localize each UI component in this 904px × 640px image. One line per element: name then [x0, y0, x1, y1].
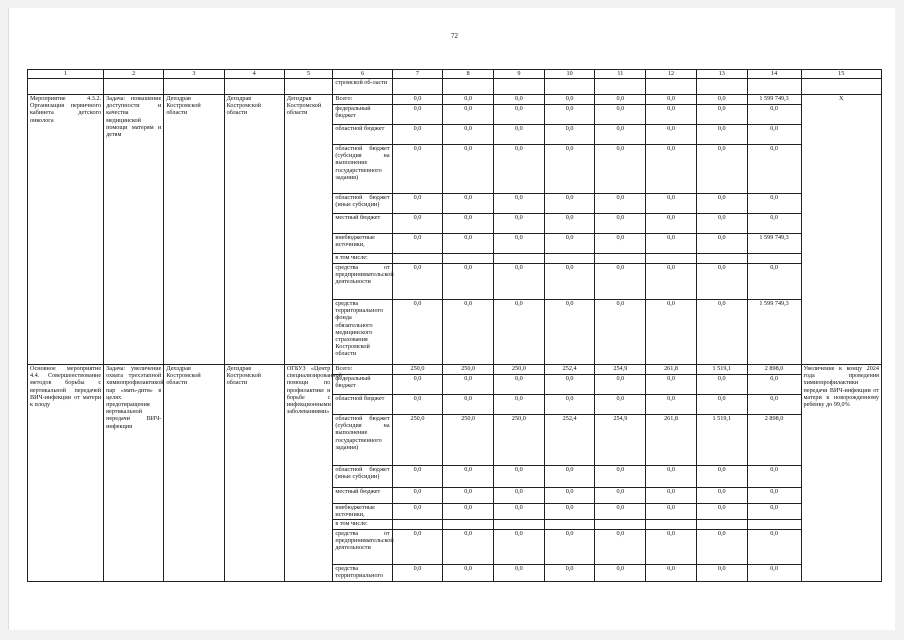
value-cell — [595, 254, 646, 264]
value-cell: 0,0 — [696, 95, 747, 105]
value-cell: 0,0 — [595, 395, 646, 415]
value-cell: 0,0 — [646, 530, 697, 565]
column-header-2: 2 — [104, 70, 164, 79]
value-cell: 0,0 — [696, 214, 747, 234]
column-number-row — [28, 70, 882, 79]
blockA-c3: Депздрав Костромской области — [164, 95, 224, 365]
value-cell: 0,0 — [443, 105, 494, 125]
column-header-5: 5 — [284, 70, 333, 79]
value-cell — [392, 520, 443, 530]
value-cell — [595, 520, 646, 530]
value-cell: 0,0 — [544, 375, 595, 395]
value-cell: 0,0 — [443, 145, 494, 194]
value-cell: 0,0 — [595, 145, 646, 194]
source-label: Всего: — [333, 95, 392, 105]
value-cell: 254,9 — [595, 365, 646, 375]
value-cell: 0,0 — [696, 145, 747, 194]
value-cell: 0,0 — [494, 234, 545, 254]
value-cell: 0,0 — [646, 395, 697, 415]
source-label: в том числе: — [333, 520, 392, 530]
value-cell: 0,0 — [544, 264, 595, 300]
value-cell: 0,0 — [392, 194, 443, 214]
value-cell: 0,0 — [494, 466, 545, 488]
value-cell: 0,0 — [392, 375, 443, 395]
value-cell: 0,0 — [646, 145, 697, 194]
value-cell: 250,0 — [494, 365, 545, 375]
value-cell: 0,0 — [494, 105, 545, 125]
value-cell: 0,0 — [392, 530, 443, 565]
source-label: областной бюджет (иные субсидии) — [333, 466, 392, 488]
source-label: областной бюджет (субсидия на выполнение государственного задания) — [333, 415, 392, 466]
value-cell: 0,0 — [646, 105, 697, 125]
value-cell: 0,0 — [696, 234, 747, 254]
value-cell: 0,0 — [443, 530, 494, 565]
value-cell: 0,0 — [392, 488, 443, 504]
value-cell: 0,0 — [392, 300, 443, 365]
value-cell: 0,0 — [747, 565, 801, 582]
value-cell: 0,0 — [646, 565, 697, 582]
value-cell: 0,0 — [747, 488, 801, 504]
value-cell: 250,0 — [443, 415, 494, 466]
value-cell: 0,0 — [696, 466, 747, 488]
value-cell: 0,0 — [392, 565, 443, 582]
value-cell: 0,0 — [494, 530, 545, 565]
source-label: средства территориального фонда обязательного медицинского страхования Костромской области — [333, 300, 392, 365]
value-cell — [443, 254, 494, 264]
value-cell: 1 599 749,3 — [747, 234, 801, 254]
value-cell: 0,0 — [443, 300, 494, 365]
value-cell: 0,0 — [747, 504, 801, 520]
value-cell: 0,0 — [494, 264, 545, 300]
value-cell: 0,0 — [646, 264, 697, 300]
value-cell: 0,0 — [747, 264, 801, 300]
value-cell: 0,0 — [747, 145, 801, 194]
value-cell: 0,0 — [443, 264, 494, 300]
source-label: федеральный бюджет — [333, 375, 392, 395]
blockA-c15: Х — [801, 95, 881, 365]
value-cell — [443, 520, 494, 530]
value-cell: 0,0 — [544, 300, 595, 365]
value-cell: 0,0 — [392, 264, 443, 300]
value-cell: 0,0 — [747, 214, 801, 234]
column-header-12: 12 — [646, 70, 697, 79]
value-cell — [696, 520, 747, 530]
blockB-c2: Задача: увеличение охвата трехэтапной химиопрофилактикой пар «мать-дитя» в целях предотвращения вертикальной передачи ВИЧ-инфекции — [104, 365, 164, 582]
value-cell: 0,0 — [696, 565, 747, 582]
source-label: областной бюджет — [333, 395, 392, 415]
blockB-c1: Основное мероприятие 4.4. Совершенствование методов борьбы с вертикальной передачей ВИЧ-инфекции от матери к плоду — [28, 365, 104, 582]
blockA-c2: Задача: повышение доступности и качества медицинской помощи матерям и детям — [104, 95, 164, 365]
column-header-8: 8 — [443, 70, 494, 79]
value-cell: 0,0 — [544, 125, 595, 145]
value-cell: 0,0 — [443, 214, 494, 234]
value-cell: 0,0 — [595, 194, 646, 214]
value-cell: 250,0 — [392, 415, 443, 466]
value-cell: 0,0 — [392, 145, 443, 194]
value-cell: 0,0 — [646, 95, 697, 105]
value-cell — [696, 254, 747, 264]
value-cell: 0,0 — [392, 125, 443, 145]
column-header-10: 10 — [544, 70, 595, 79]
value-cell: 0,0 — [646, 125, 697, 145]
column-header-13: 13 — [696, 70, 747, 79]
value-cell: 0,0 — [595, 125, 646, 145]
value-cell: 0,0 — [595, 565, 646, 582]
value-cell: 0,0 — [747, 105, 801, 125]
value-cell: 0,0 — [646, 504, 697, 520]
value-cell — [544, 520, 595, 530]
value-cell: 0,0 — [595, 234, 646, 254]
value-cell: 0,0 — [595, 488, 646, 504]
source-label: Всего: — [333, 365, 392, 375]
blockA-c1: Мероприятие 4.3.2. Организация первичного кабинета детского онколога — [28, 95, 104, 365]
value-cell: 261,8 — [646, 365, 697, 375]
value-cell: 1 599 749,3 — [747, 300, 801, 365]
value-cell: 0,0 — [646, 488, 697, 504]
value-cell: 0,0 — [595, 214, 646, 234]
value-cell: 0,0 — [443, 375, 494, 395]
value-cell: 0,0 — [747, 466, 801, 488]
value-cell — [494, 254, 545, 264]
value-cell: 0,0 — [747, 125, 801, 145]
value-cell: 0,0 — [392, 466, 443, 488]
blockB-c4: Депздрав Костромской области — [224, 365, 284, 582]
budget-row — [28, 365, 882, 375]
value-cell: 261,8 — [646, 415, 697, 466]
value-cell: 0,0 — [443, 234, 494, 254]
value-cell — [747, 520, 801, 530]
value-cell: 0,0 — [544, 105, 595, 125]
value-cell: 0,0 — [595, 375, 646, 395]
value-cell: 0,0 — [392, 395, 443, 415]
value-cell: 0,0 — [494, 565, 545, 582]
value-cell: 0,0 — [646, 234, 697, 254]
value-cell: 2 898,0 — [747, 415, 801, 466]
document-page — [8, 8, 895, 630]
value-cell: 0,0 — [494, 194, 545, 214]
value-cell: 0,0 — [494, 300, 545, 365]
value-cell: 0,0 — [494, 95, 545, 105]
value-cell — [494, 520, 545, 530]
value-cell: 0,0 — [696, 375, 747, 395]
value-cell: 0,0 — [646, 300, 697, 365]
value-cell: 0,0 — [646, 466, 697, 488]
value-cell: 0,0 — [443, 395, 494, 415]
value-cell: 0,0 — [696, 194, 747, 214]
source-label: областной бюджет — [333, 125, 392, 145]
value-cell: 0,0 — [544, 194, 595, 214]
value-cell: 0,0 — [544, 530, 595, 565]
value-cell: 0,0 — [443, 488, 494, 504]
value-cell: 0,0 — [392, 504, 443, 520]
value-cell: 0,0 — [747, 395, 801, 415]
value-cell — [392, 254, 443, 264]
value-cell — [544, 254, 595, 264]
source-label: в том числе: — [333, 254, 392, 264]
value-cell: 250,0 — [443, 365, 494, 375]
value-cell: 0,0 — [443, 194, 494, 214]
column-header-15: 15 — [801, 70, 881, 79]
value-cell: 0,0 — [544, 234, 595, 254]
value-cell: 0,0 — [443, 504, 494, 520]
value-cell: 0,0 — [595, 105, 646, 125]
column-header-7: 7 — [392, 70, 443, 79]
value-cell — [646, 520, 697, 530]
budget-table — [27, 69, 882, 582]
value-cell: 0,0 — [696, 105, 747, 125]
value-cell: 0,0 — [443, 565, 494, 582]
value-cell: 0,0 — [646, 214, 697, 234]
value-cell: 0,0 — [494, 214, 545, 234]
blockB-c5: ОГБУЗ «Центр специализированной помощи по профилактике и борьбе с инфекционными заболеваниями» — [284, 365, 333, 582]
value-cell: 0,0 — [595, 504, 646, 520]
value-cell: 0,0 — [544, 145, 595, 194]
value-cell: 0,0 — [392, 234, 443, 254]
value-cell: 0,0 — [544, 214, 595, 234]
source-label: областной бюджет (иные субсидии) — [333, 194, 392, 214]
budget-row — [28, 95, 882, 105]
source-label: внебюджетные источники, — [333, 234, 392, 254]
value-cell: 0,0 — [696, 300, 747, 365]
value-cell: 250,0 — [494, 415, 545, 466]
value-cell: 0,0 — [544, 488, 595, 504]
value-cell: 0,0 — [392, 214, 443, 234]
value-cell: 0,0 — [544, 395, 595, 415]
source-label: местный бюджет — [333, 488, 392, 504]
source-label: областной бюджет (субсидия на выполнение государственного задания) — [333, 145, 392, 194]
value-cell: 0,0 — [544, 565, 595, 582]
value-cell: 0,0 — [595, 264, 646, 300]
column-header-3: 3 — [164, 70, 224, 79]
value-cell: 0,0 — [494, 375, 545, 395]
value-cell: 0,0 — [595, 466, 646, 488]
value-cell: 0,0 — [392, 95, 443, 105]
page-number: 72 — [451, 32, 458, 40]
value-cell: 0,0 — [443, 125, 494, 145]
source-label: федеральный бюджет — [333, 105, 392, 125]
value-cell: 0,0 — [595, 300, 646, 365]
value-cell: 1 599 749,3 — [747, 95, 801, 105]
value-cell: 0,0 — [696, 504, 747, 520]
column-header-1: 1 — [28, 70, 104, 79]
column-header-6: 6 — [333, 70, 392, 79]
value-cell: 1 519,1 — [696, 365, 747, 375]
value-cell: 0,0 — [544, 466, 595, 488]
value-cell: 0,0 — [494, 125, 545, 145]
value-cell: 0,0 — [544, 95, 595, 105]
value-cell: 0,0 — [595, 530, 646, 565]
value-cell: 0,0 — [646, 194, 697, 214]
value-cell: 252,4 — [544, 365, 595, 375]
blockA-c4: Депздрав Костромской области — [224, 95, 284, 365]
value-cell: 252,4 — [544, 415, 595, 466]
value-cell: 0,0 — [494, 504, 545, 520]
blockB-c3: Депздрав Костромской области — [164, 365, 224, 582]
column-header-11: 11 — [595, 70, 646, 79]
continuation-label: стромской об-ласти — [333, 79, 392, 95]
column-header-14: 14 — [747, 70, 801, 79]
value-cell — [646, 254, 697, 264]
value-cell: 0,0 — [494, 488, 545, 504]
value-cell: 0,0 — [696, 264, 747, 300]
source-label: внебюджетные источники, — [333, 504, 392, 520]
value-cell: 0,0 — [544, 504, 595, 520]
value-cell: 1 519,1 — [696, 415, 747, 466]
value-cell: 0,0 — [696, 530, 747, 565]
value-cell: 2 898,0 — [747, 365, 801, 375]
value-cell: 0,0 — [747, 194, 801, 214]
value-cell: 0,0 — [747, 530, 801, 565]
source-label: средства территориального — [333, 565, 392, 582]
source-label: средства от предпринимательской деятельности — [333, 264, 392, 300]
source-label: средства от предпринимательской деятельности — [333, 530, 392, 565]
value-cell: 0,0 — [443, 95, 494, 105]
value-cell: 0,0 — [696, 395, 747, 415]
column-header-9: 9 — [494, 70, 545, 79]
blockA-c5: Депздрав Костромской области — [284, 95, 333, 365]
continuation-row — [28, 79, 882, 95]
column-header-4: 4 — [224, 70, 284, 79]
blockB-c15: Увеличение к концу 2024 года проведения химиопрофилактики передачи ВИЧ-инфекции от матери к новорожденному ребенку до 99,0% — [801, 365, 881, 582]
source-label: местный бюджет — [333, 214, 392, 234]
value-cell: 0,0 — [646, 375, 697, 395]
value-cell: 0,0 — [595, 95, 646, 105]
value-cell: 0,0 — [443, 466, 494, 488]
value-cell: 0,0 — [494, 395, 545, 415]
value-cell: 0,0 — [747, 375, 801, 395]
value-cell: 250,0 — [392, 365, 443, 375]
value-cell: 0,0 — [392, 105, 443, 125]
value-cell: 0,0 — [494, 145, 545, 194]
value-cell: 254,9 — [595, 415, 646, 466]
value-cell: 0,0 — [696, 125, 747, 145]
value-cell: 0,0 — [696, 488, 747, 504]
value-cell — [747, 254, 801, 264]
